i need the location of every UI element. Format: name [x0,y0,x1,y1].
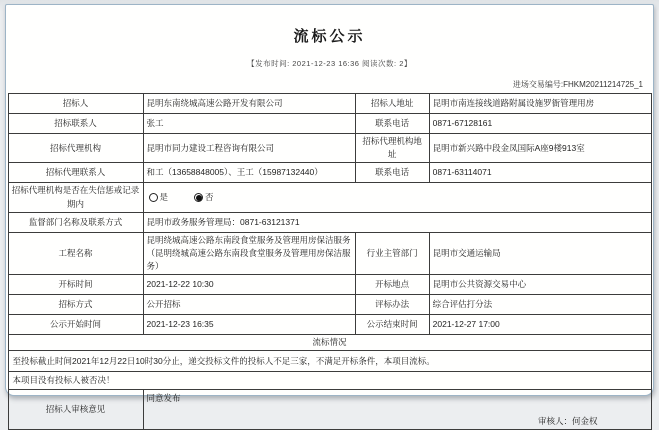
table-row [8,94,651,114]
field-value: 昆明市同力建设工程咨询有限公司 [143,134,355,163]
field-value: 昆明市交通运输局 [429,232,651,275]
field-value: 昆明市新兴路中段金凤国际A座9楼913室 [429,134,651,163]
field-label: 公示结束时间 [355,315,429,335]
table-row-credit-record [8,183,651,212]
radio-option-yes[interactable] [149,191,169,204]
field-value: 和工（13658848005）、王工（15987132440） [143,163,355,183]
field-value: 公开招标 [143,295,355,315]
table-row [8,315,651,335]
field-value: 2021-12-27 17:00 [429,315,651,335]
field-value: 昆明市公共资源交易中心 [429,275,651,295]
field-label: 工程名称 [8,232,143,275]
table-row [8,275,651,295]
field-value: 综合评估打分法 [429,295,651,315]
field-value: 0871-67128161 [429,114,651,134]
review-cell [143,390,651,430]
field-label: 行业主管部门 [355,232,429,275]
table-row-supervisor [8,212,651,232]
field-label: 招标方式 [8,295,143,315]
field-value: 2021-12-22 10:30 [143,275,355,295]
table-row-failure-text [8,351,651,372]
field-label: 联系电话 [355,114,429,134]
table-row [8,163,651,183]
table-row-review [8,390,651,430]
transaction-number: 进场交易编号:FHKM20211214725_1 [512,80,643,89]
credit-record-cell [143,183,651,212]
publish-meta: 【发布时间: 2021-12-23 16:36 阅读次数: 2】 [247,59,412,68]
field-value: 张工 [143,114,355,134]
field-label: 招标人 [8,94,143,114]
field-label: 评标办法 [355,295,429,315]
reject-description: 本项目没有投标人被否决！ [8,372,651,390]
field-value: 昆明市南连接线道路附属设施罗衙管理用房 [429,94,651,114]
field-label: 招标代理联系人 [8,163,143,183]
table-row [8,134,651,163]
radio-checked-icon[interactable] [194,193,203,202]
field-label: 公示开始时间 [8,315,143,335]
field-label: 招标人地址 [355,94,429,114]
review-opinion: 同意发布 [146,392,181,403]
radio-unchecked-icon[interactable] [149,193,158,202]
field-label: 招标代理机构地址 [355,134,429,163]
table-row [8,295,651,315]
table-row-project [8,232,651,275]
field-value: 昆明东南绕城高速公路开发有限公司 [143,94,355,114]
field-label: 开标时间 [8,275,143,295]
field-label: 开标地点 [355,275,429,295]
field-label: 招标联系人 [8,114,143,134]
field-value: 昆明市政务服务管理局：0871-63121371 [143,212,651,232]
table-row-reject-text [8,372,651,390]
field-label: 监督部门名称及联系方式 [8,212,143,232]
table-row [8,114,651,134]
failure-description: 至投标截止时间2021年12月22日10时30分止，递交投标文件的投标人不足三家，不满足开标条件，本项目流标。 [8,351,651,372]
table-row-section-header [8,335,651,351]
reviewer-name: 审核人：何金权 [537,415,598,426]
field-label: 招标代理机构 [8,134,143,163]
radio-label: 否 [205,191,214,202]
field-label: 联系电话 [355,163,429,183]
radio-option-no[interactable] [194,191,214,204]
field-value: 2021-12-23 16:35 [143,315,355,335]
credit-radio-group [147,191,648,204]
field-label: 招标人审核意见 [8,390,143,430]
page-title: 流标公示 [293,28,366,45]
document-page [5,4,654,426]
section-header: 流标情况 [8,335,651,351]
field-value: 0871-63114071 [429,163,651,183]
field-value: 昆明绕城高速公路东南段食堂服务及管理用房保洁服务（昆明绕城高速公路东南段食堂服务及管理用房保洁服务） [143,232,355,275]
radio-label: 是 [159,191,169,202]
bid-info-table [8,93,652,430]
field-label: 招标代理机构是否在失信惩戒记录期内 [8,183,143,212]
